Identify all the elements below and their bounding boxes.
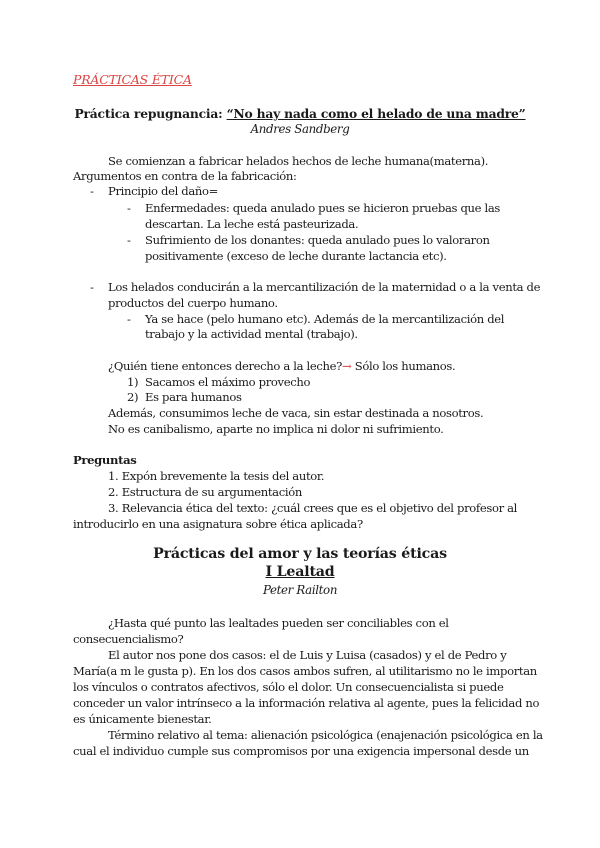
bullet-text: Los helados conducirán a la mercantilización de la maternidad o a la venta de [108, 280, 541, 294]
paragraph-line: María(a m le gusta p). En los dos casos ambos sufren, al utilitarismo no le importan [73, 664, 537, 678]
numbered-item: Sacamos el máximo provecho [145, 375, 311, 389]
arrow-icon: → [342, 359, 352, 373]
numbered-marker: 1) [127, 375, 139, 389]
bullet-dash: - [90, 280, 94, 294]
paragraph-line: consecuencialismo? [73, 632, 184, 646]
paragraph-line: conceder un valor intrínseco a la información relativa al agente, pues la felicidad no [73, 696, 540, 710]
sub-bullet-dash: - [127, 201, 131, 215]
bullet-text: Principio del daño= [108, 184, 219, 198]
paragraph-line: ¿Hasta qué punto las lealtades pueden ser conciliables con el [108, 616, 449, 630]
question-item: 3. Relevancia ética del texto: ¿cuál crees que es el objetivo del profesor al [108, 501, 518, 515]
sub-bullet-dash: - [127, 233, 131, 247]
bullet-dash: - [90, 184, 94, 198]
section-author: Peter Railton [262, 583, 338, 597]
paragraph-line: los vínculos o contratos afectivos, sólo el dolor. Un consecuencialista si puede [73, 680, 504, 694]
bullet-text: productos del cuerpo humano. [108, 296, 278, 310]
practice-heading [0, 106, 600, 121]
conclusion-line: Además, consumimos leche de vaca, sin estar destinada a nosotros. [108, 406, 484, 420]
paragraph-line: es únicamente bienestar. [73, 712, 212, 726]
numbered-marker: 2) [127, 390, 139, 404]
sub-bullet-text: trabajo y la actividad mental (trabajo). [145, 327, 358, 341]
paragraph-line: El autor nos pone dos casos: el de Luis y Luisa (casados) y el de Pedro y [108, 648, 507, 662]
sub-bullet-text: Enfermedades: queda anulado pues se hicieron pruebas que las [145, 201, 501, 215]
question-line [108, 359, 455, 374]
question-text: ¿Quién tiene entonces derecho a la leche? [108, 359, 343, 373]
practice-label: Práctica repugnancia: [74, 106, 223, 121]
section-title: Prácticas del amor y las teorías éticas [153, 546, 447, 562]
sub-bullet-text: Sufrimiento de los donantes: queda anulado pues lo valoraron [145, 233, 490, 247]
section-subtitle: I Lealtad [265, 564, 335, 580]
question-item: 2. Estructura de su argumentación [108, 485, 302, 499]
conclusion-line: No es canibalismo, aparte no implica ni dolor ni sufrimiento. [108, 422, 444, 436]
numbered-item: Es para humanos [145, 390, 242, 404]
question-item-continuation: introducirlo en una asignatura sobre ética aplicada? [73, 517, 363, 531]
practice-name: “No hay nada como el helado de una madre” [226, 106, 526, 121]
sub-bullet-dash: - [127, 312, 131, 326]
paragraph-line: cual el individuo cumple sus compromisos por una exigencia impersonal desde un [73, 744, 529, 758]
paragraph-line: Término relativo al tema: alienación psicológica (enajenación psicológica en la [108, 728, 543, 742]
sub-bullet-text: positivamente (exceso de leche durante lactancia etc). [145, 249, 447, 263]
sub-bullet-text: descartan. La leche está pasteurizada. [145, 217, 359, 231]
sub-bullet-text: Ya se hace (pelo humano etc). Además de la mercantilización del [145, 312, 505, 326]
practice-author: Andres Sandberg [250, 122, 350, 136]
question-answer: Sólo los humanos. [351, 359, 456, 373]
question-item: 1. Expón brevemente la tesis del autor. [108, 469, 325, 483]
questions-heading: Preguntas [73, 453, 137, 467]
document-title: PRÁCTICAS ÉTICA [73, 72, 192, 87]
arguments-line: Argumentos en contra de la fabricación: [73, 169, 297, 183]
intro-line: Se comienzan a fabricar helados hechos de leche humana(materna). [108, 154, 489, 168]
